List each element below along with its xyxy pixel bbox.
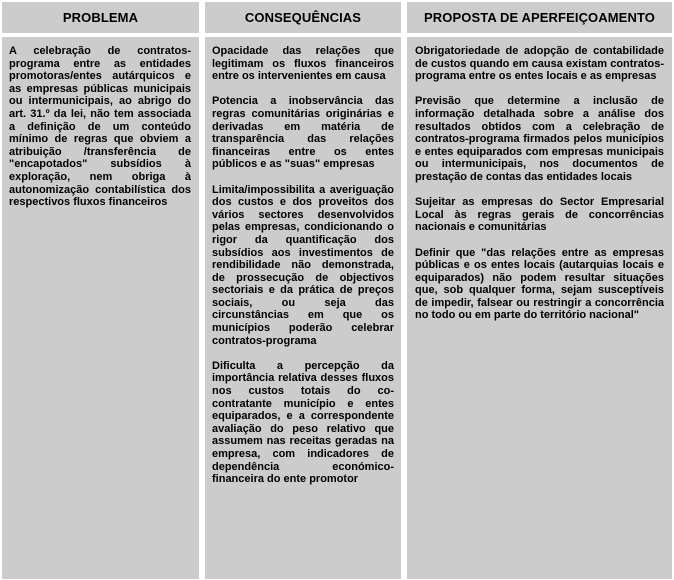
consequencia-paragraph: Dificulta a percepção da importância relativa desses fluxos nos custos totais do co-contratante município e entes equiparados, e a correspondente avaliação do peso relativo que assumem nas receitas geradas na empresa, com indicadores de dependência económico-financeira do ente promotor (212, 359, 394, 486)
problema-column (2, 37, 199, 579)
proposta-paragraph: Definir que "das relações entre as empresas públicas e os entes locais (autarquias locais e equiparados) não podem resultar situações que, sob qualquer forma, sejam susceptíveis de impedir, falsear ou restringir a concorrência no todo ou em parte do território nacional" (415, 246, 664, 322)
consequencia-paragraph: Opacidade das relações que legitimam os fluxos financeiros entre os intervenientes em causa (212, 45, 394, 83)
proposta-column (407, 37, 672, 579)
header-consequencias: CONSEQUÊNCIAS (205, 2, 401, 33)
consequencias-column (205, 37, 401, 579)
problema-paragraph: A celebração de contratos-programa entre as entidades promotoras/entes autárquicos e as empresas públicas municipais ou intermunicipais, ao abrigo do art. 31.º da lei, não tem associada a definição de um conteúdo mínimo de regras que obviem a atribuição /transferência de "encapotados" subsídios à exploração, nem obriga à autonomização contabilística dos respectivos fluxos financeiros (9, 45, 191, 209)
proposta-paragraph: Sujeitar as empresas do Sector Empresarial Local às regras gerais de concorrências nacionais e comunitárias (415, 196, 664, 234)
consequencia-paragraph: Potencia a inobservância das regras comunitárias originárias e derivadas em matéria de transparência das relações financeiras entre os entes públicos e as "suas" empresas (212, 95, 394, 171)
comparison-table (2, 2, 672, 579)
proposta-paragraph: Obrigatoriedade de adopção de contabilidade de custos quando em causa existam contratos-programa entre os entes locais e as empresas (415, 45, 664, 83)
consequencia-paragraph: Limita/impossibilita a averiguação dos custos e dos proveitos dos vários sectores desenvolvidos pelas empresas, condicionando o rigor da quantificação dos subsídios aos investimentos de rendibilidade não demonstrada, de prossecução de objectivos sectoriais e da prática de preços sociais, ou seja das circunstâncias em que os municípios poderão celebrar contratos-programa (212, 183, 394, 347)
header-problema: PROBLEMA (2, 2, 199, 33)
header-proposta: PROPOSTA DE APERFEIÇOAMENTO (407, 2, 672, 33)
proposta-paragraph: Previsão que determine a inclusão de informação detalhada sobre a análise dos resultados obtidos com a celebração de contratos-programa firmados pelos municípios e entes equiparados com empresas municipais ou intermunicipais, nos documentos de prestação de contas das entidades locais (415, 95, 664, 183)
